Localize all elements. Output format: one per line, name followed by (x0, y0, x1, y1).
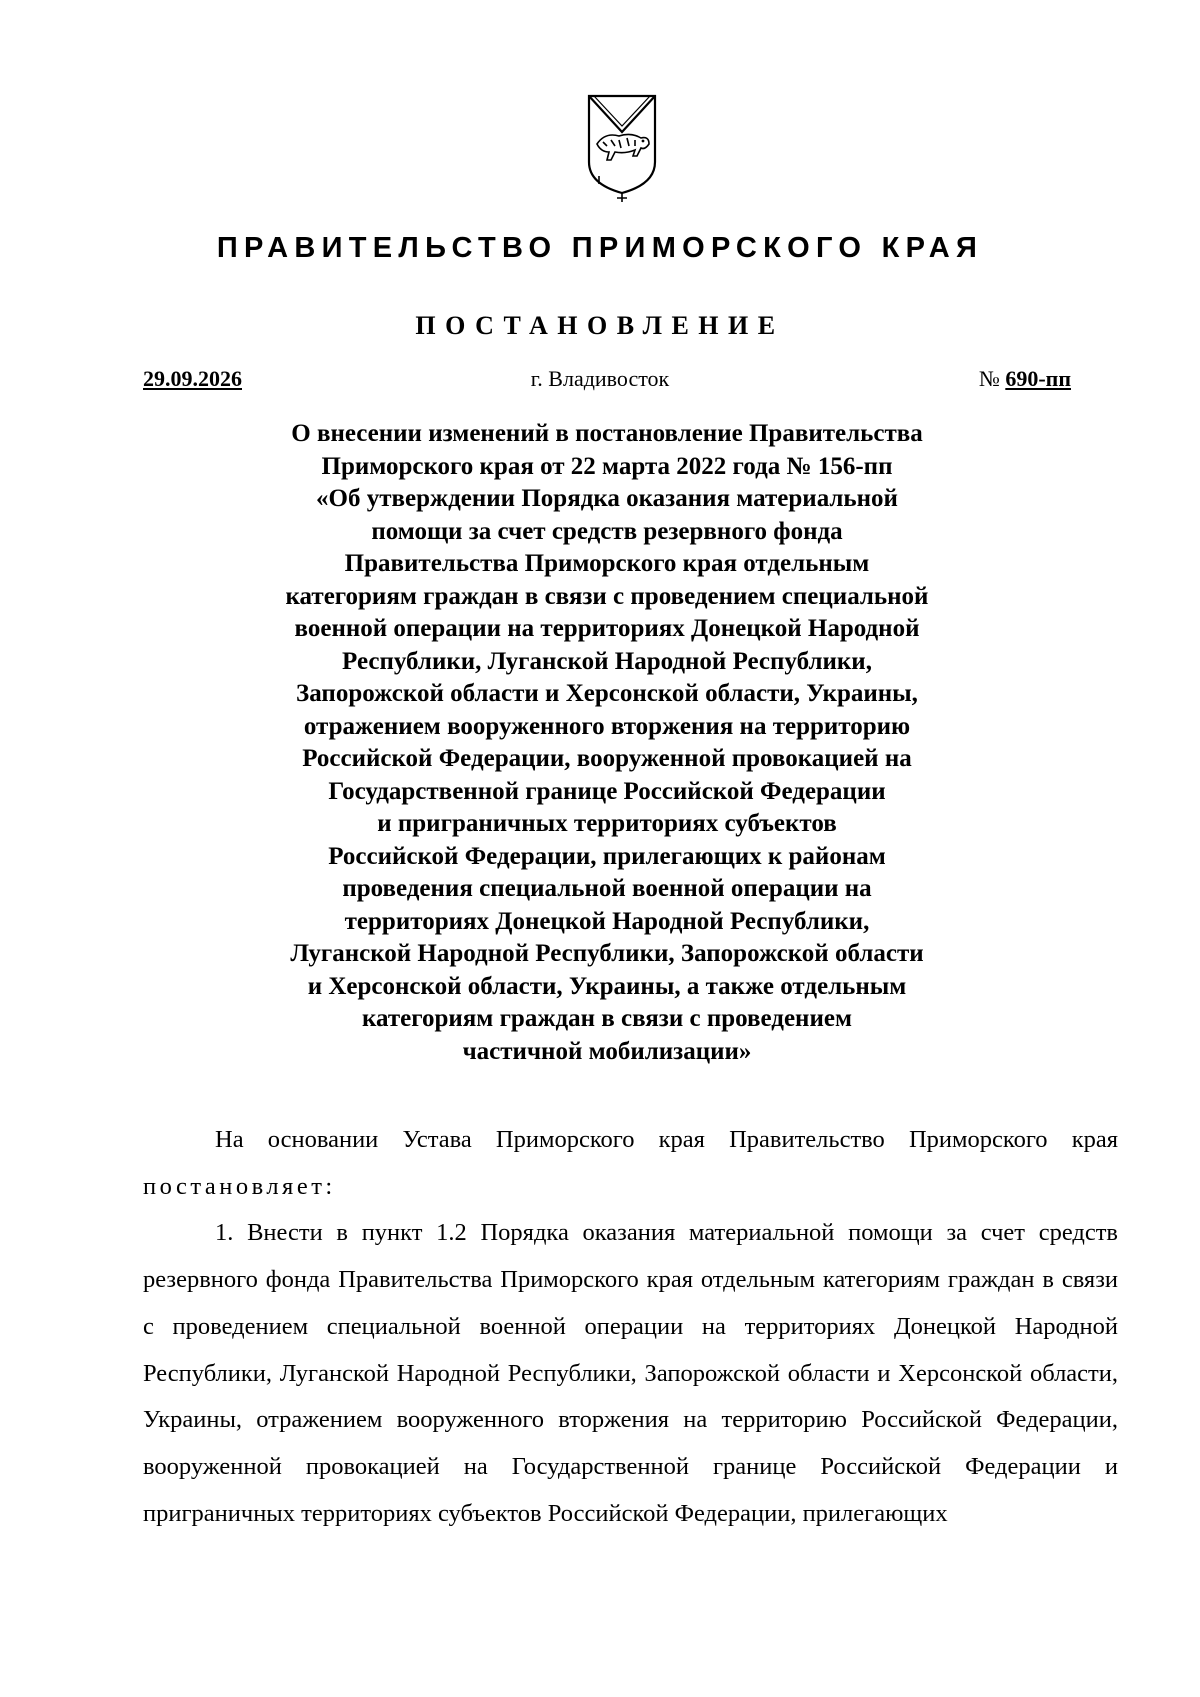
heading-line: категориям граждан в связи с проведением специальной (285, 582, 929, 610)
heading-line: Запорожской области и Херсонской области, Украины, (296, 680, 918, 707)
heading-line: Правительства Приморского края отдельным (344, 550, 870, 577)
heading-line: и приграничных территориях субъектов (377, 810, 837, 837)
document-date: 29.09.2026 (143, 366, 242, 391)
heading-line: проведения специальной военной операции на (342, 875, 872, 902)
preamble-text: На основании Устава Приморского края Правительство Приморского края (215, 1126, 1118, 1153)
item-1-paragraph: 1. Внести в пункт 1.2 Порядка оказания материальной помощи за счет средств резервного фонда Правительства Приморского края отдельным категориям граждан в связи с проведением специальной военной операции на территориях Донецкой Народной Республики, Луганской Народной Республики, Запорожской области и Херсонской области, Украины, отражением вооруженного вторжения на территорию Российской Федерации, вооруженной провокацией на Государственной границе Российской Федерации и приграничных территориях субъектов Российской Федерации, прилегающих (143, 1219, 1118, 1527)
resolves-text: постановляет: (143, 1172, 336, 1200)
number-prefix: № (978, 366, 1006, 391)
document-type: ПОСТАНОВЛЕНИЕ (415, 311, 785, 340)
tiger-emblem-icon (585, 92, 659, 204)
heading-line: Республики, Луганской Народной Республики, (342, 647, 872, 675)
coat-of-arms-emblem (585, 92, 659, 204)
heading-line: и Херсонской области, Украины, а также отдельным (307, 972, 907, 1000)
heading-line: частичной мобилизации» (462, 1037, 752, 1065)
heading-line: «Об утверждении Порядка оказания материальной (316, 485, 898, 512)
heading-line: категориям граждан в связи с проведением (361, 1005, 852, 1032)
heading-line: О внесении изменений в постановление Правительства (291, 420, 923, 447)
heading-line: Государственной границе Российской Федерации (328, 777, 886, 805)
heading-line: Российской Федерации, прилегающих к районам (328, 842, 886, 870)
heading-line: военной операции на территориях Донецкой Народной (294, 615, 920, 642)
heading-line: помощи за счет средств резервного фонда (371, 517, 843, 545)
document-body (143, 1117, 1118, 1537)
heading-line: Луганской Народной Республики, Запорожской области (290, 940, 924, 967)
document-heading (143, 418, 1071, 1068)
heading-line: территориях Донецкой Народной Республики, (344, 907, 870, 935)
heading-line: Российской Федерации, вооруженной провокацией на (302, 745, 912, 772)
number-value: 690-пп (1005, 366, 1071, 391)
heading-line: отражением вооруженного вторжения на территорию (303, 712, 911, 740)
document-number (979, 364, 1071, 394)
document-city: г. Владивосток (530, 366, 670, 391)
heading-line: Приморского края от 22 марта 2022 года № 156-пп (321, 452, 893, 480)
preamble-paragraph (143, 1117, 1118, 1210)
government-title: ПРАВИТЕЛЬСТВО ПРИМОРСКОГО КРАЯ (216, 232, 984, 264)
